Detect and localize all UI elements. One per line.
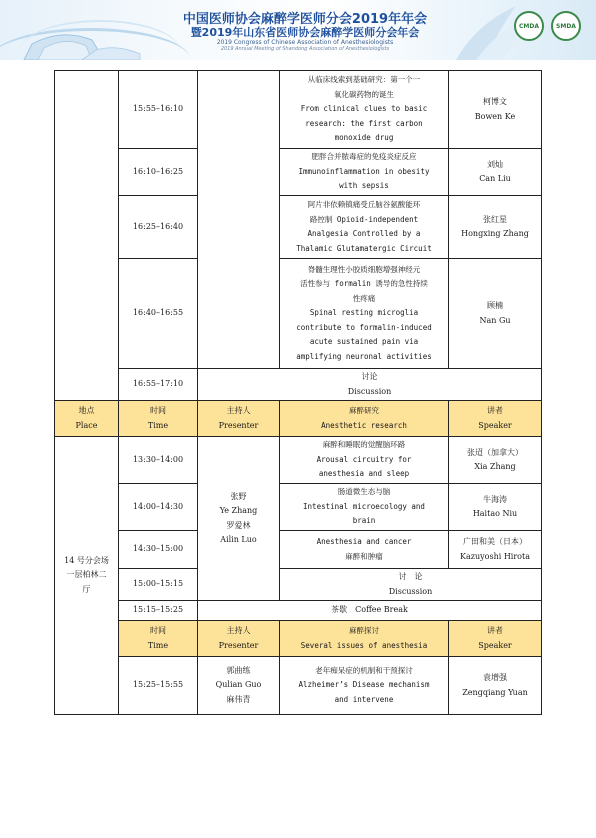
header-label-en: Anesthetic research (321, 420, 407, 430)
topic-line: amplifying neuronal activities (296, 351, 432, 361)
congress-title: 中国医师协会麻醉学医师分会2019年年会 (182, 12, 428, 27)
header-label-cn: 讲者 (487, 406, 503, 415)
header-banner (0, 0, 596, 60)
location-cell (55, 437, 119, 715)
time-cell: 16:40–16:55 (119, 259, 198, 369)
location-cell (55, 71, 119, 401)
table-row (55, 657, 542, 715)
topic-line: Arousal circuitry for (316, 454, 412, 464)
topic-line: From clinical clues to basic (300, 104, 428, 114)
table-row (55, 437, 542, 484)
presenter-cell (198, 437, 280, 601)
header-label-en: Several issues of anesthesia (300, 640, 428, 650)
header-label-cn: 地点 (78, 406, 95, 415)
logo-text: SMDA (556, 22, 576, 30)
speaker-cell (449, 437, 542, 484)
speaker-name-cn: 牛海涛 (483, 494, 507, 504)
header-speaker (449, 621, 542, 657)
header-time (119, 401, 198, 437)
speaker-name-cn: 柯博文 (483, 97, 507, 106)
speaker-cell (449, 259, 542, 369)
table-row (55, 569, 542, 601)
discussion-label-en: Discussion (388, 586, 433, 596)
topic-line: Alzheimer’s Disease mechanism (298, 680, 430, 690)
topic-line: 老年痴呆症的机制和干预探讨 (315, 665, 413, 675)
topic-line: 性疼痛 (352, 293, 376, 303)
discussion-label-cn: 讨 论 (398, 572, 423, 581)
table-row (55, 71, 542, 149)
topic-line: with sepsis (339, 181, 389, 191)
topic-line: Intestinal microecology and (303, 501, 425, 511)
presenter-name: 张野 (230, 491, 247, 501)
building-icon (22, 30, 142, 60)
speaker-name-en: Nan Gu (479, 315, 511, 325)
speaker-cell (449, 531, 542, 569)
topic-cell (280, 657, 449, 715)
header-label-cn: 讲者 (487, 626, 503, 635)
topic-line: and intervene (334, 694, 394, 704)
location-text: 14 号分会场 (64, 555, 109, 565)
presenter-name: Ye Zhang (219, 506, 258, 515)
topic-line: 从临床线索到基础研究：第一个一 (307, 75, 421, 85)
topic-line: anesthesia and sleep (318, 469, 410, 479)
topic-line: 麻醉和睡眠的觉醒脑环路 (322, 440, 406, 450)
header-presenter (198, 621, 280, 657)
topic-line: Immunoinflammation in obesity (298, 166, 430, 176)
presenter-name: Qulian Guo (215, 680, 262, 690)
topic-cell (280, 437, 449, 484)
header-speaker (449, 401, 542, 437)
time-cell: 15:15–15:25 (119, 601, 198, 621)
header-label-cn: 主持人 (226, 406, 251, 415)
speaker-cell (449, 484, 542, 531)
congress-title-en: 2019 Congress of Chinese Association of Anesthesiologists (216, 39, 394, 46)
topic-line: 麻醉和肿瘤 (345, 551, 383, 561)
topic-cell (280, 531, 449, 569)
table-row (55, 484, 542, 531)
table-row (55, 259, 542, 369)
speaker-name-cn: 袁增强 (483, 673, 507, 682)
topic-line: 氧化碳药物的诞生 (334, 89, 394, 99)
topic-line: 阿片非依赖镇痛受丘脑谷氨酸能环 (307, 200, 421, 209)
header-label-cn: 时间 (150, 626, 166, 635)
speaker-name-en: Bowen Ke (474, 111, 516, 121)
coffee-break-cell: 茶歇 Coffee Break (198, 601, 542, 621)
schedule-table (54, 70, 542, 715)
topic-cell (280, 149, 449, 196)
header-label-en: Presenter (218, 420, 259, 430)
speaker-name-cn: 刘灿 (487, 159, 503, 169)
header-label-en: Place (75, 420, 98, 430)
speaker-name-en: Kazuyoshi Hirota (460, 551, 530, 561)
speaker-name-cn: 顾楠 (487, 301, 503, 310)
header-presenter (198, 401, 280, 437)
speaker-name-en: Xia Zhang (474, 462, 516, 471)
location-text: 厅 (82, 584, 91, 594)
time-cell: 16:55–17:10 (119, 369, 198, 401)
topic-cell (280, 196, 449, 259)
topic-cell (280, 484, 449, 531)
presenter-cell (198, 71, 280, 369)
presenter-name: 麻伟青 (226, 694, 251, 704)
topic-line: 活性参与 formalin 诱导的急性持续 (300, 279, 428, 289)
header-label-en: Presenter (218, 640, 259, 650)
topic-line: research: the first carbon (305, 118, 423, 128)
location-text: 一层柏林二 (66, 570, 107, 580)
speaker-name-cn: 张迢（加拿大） (467, 447, 523, 457)
time-cell: 13:30–14:00 (119, 437, 198, 484)
topic-cell (280, 71, 449, 149)
header-label-cn: 主持人 (226, 626, 251, 635)
congress-subtitle: 暨2019年山东省医师协会麻醉学医师分会年会 (190, 26, 420, 39)
header-label-cn: 麻醉探讨 (349, 626, 379, 635)
header-label-cn: 麻醉研究 (349, 406, 379, 415)
congress-subtitle-en: 2019 Annual Meeting of Shandong Association of Anesthesiologists (220, 46, 390, 52)
speaker-name-cn: 张红星 (483, 214, 507, 224)
speaker-name-en: Can Liu (479, 174, 511, 183)
topic-line: Anesthesia and cancer (316, 537, 412, 546)
time-cell: 15:00–15:15 (119, 569, 198, 601)
speaker-name-en: Hongxing Zhang (461, 229, 529, 238)
topic-line: Spinal resting microglia (309, 308, 419, 318)
speaker-cell (449, 149, 542, 196)
speaker-cell (449, 71, 542, 149)
speaker-name-en: Haitao Niu (472, 509, 518, 518)
topic-line: acute sustained pain via (309, 337, 419, 347)
header-label-en: Speaker (478, 420, 512, 430)
logo-text: CMDA (519, 22, 539, 30)
table-row (55, 531, 542, 569)
header-label-cn: 时间 (150, 406, 166, 415)
presenter-name: 郭曲练 (226, 665, 251, 675)
header-label-en: Speaker (478, 640, 512, 650)
header-label-en: Time (147, 420, 169, 430)
header-topic (280, 621, 449, 657)
topic-line: monoxide drug (334, 133, 394, 143)
speaker-cell (449, 657, 542, 715)
topic-line: brain (352, 516, 376, 526)
time-cell: 14:00–14:30 (119, 484, 198, 531)
time-cell: 14:30–15:00 (119, 531, 198, 569)
topic-line: Thalamic Glutamatergic Circuit (296, 243, 432, 253)
table-row (55, 601, 542, 621)
time-cell: 16:10–16:25 (119, 149, 198, 196)
table-header-row (55, 621, 542, 657)
presenter-name: Ailin Luo (220, 535, 257, 544)
topic-line: contribute to formalin-induced (296, 322, 432, 332)
smda-logo (551, 11, 581, 41)
table-header-row (55, 401, 542, 437)
speaker-name-en: Zengqiang Yuan (462, 687, 528, 697)
topic-line: Analgesia Controlled by a (307, 229, 421, 238)
time-cell: 15:25–15:55 (119, 657, 198, 715)
topic-line: 肥胖合并脓毒症的免疫炎症反应 (311, 152, 417, 162)
speaker-name-cn: 广田和美（日本） (463, 537, 527, 546)
presenter-name: 罗爱林 (226, 520, 251, 530)
header-topic (280, 401, 449, 437)
discussion-cell (198, 369, 542, 401)
discussion-cell (280, 569, 542, 601)
discussion-label-cn: 讨论 (361, 372, 378, 381)
header-time (119, 621, 198, 657)
table-row (55, 196, 542, 259)
topic-cell (280, 259, 449, 369)
time-cell: 15:55–16:10 (119, 71, 198, 149)
cmda-logo (514, 11, 544, 41)
discussion-label-en: Discussion (347, 386, 392, 396)
presenter-cell (198, 657, 280, 715)
header-label-en: Time (147, 640, 169, 650)
table-row (55, 369, 542, 401)
time-cell: 16:25–16:40 (119, 196, 198, 259)
speaker-cell (449, 196, 542, 259)
topic-line: 脊髓生理性小胶质细胞增强神经元 (307, 264, 421, 274)
topic-line: 路控制 Opioid-independent (309, 214, 419, 224)
topic-line: 肠道微生态与脑 (337, 487, 391, 497)
table-row (55, 149, 542, 196)
header-place (55, 401, 119, 437)
